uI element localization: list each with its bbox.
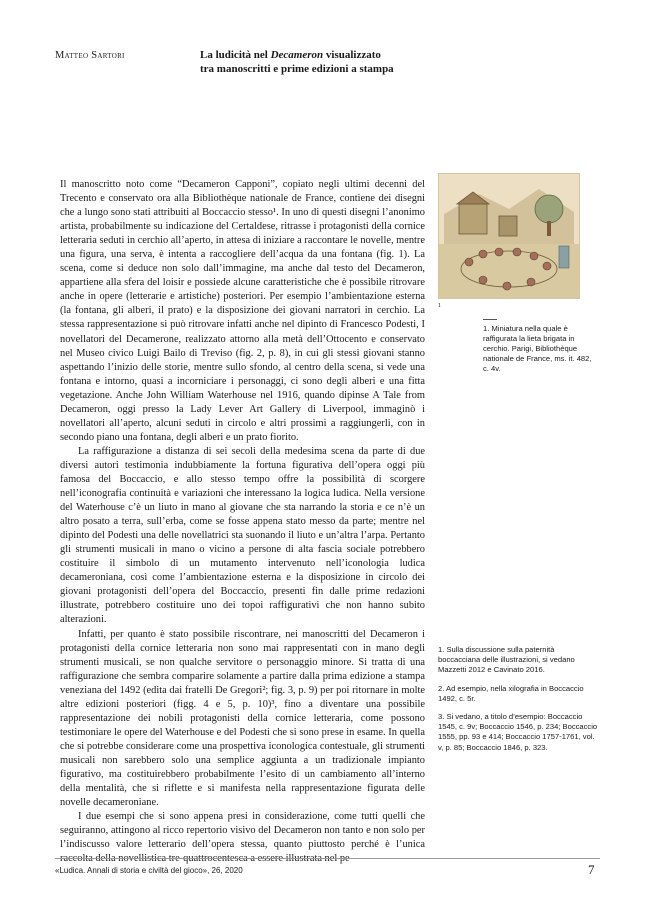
paragraph-2: La raffigurazione a distanza di sei secoli della medesima scena da parte di due diversi autori testimonia indubbiamente la fortuna figurativa dell’opera oggi più famosa del Boccaccio, e allo stesso tempo offre la possibilità di scorgere nell’iconografia continuità e variazioni che interessano la logica ludica. Nella versione del Waterhouse c’è un liuto in mano al giovane che sta narrando la storia e ce n’è un altro posato a terra, sull’erba, come se fosse appena stato messo da parte; mentre nel dipinto del Podesti una delle novellatrici sta suonando il liuto e un’altra l’arpa. Pertanto gli strumenti musicali in mano o vicino a persone di alta fascia sociale potrebbero costituire il simbolo di un mutamento intervenuto nell’iconologia ludica decameroniana, così come l’ambientazione esterna e la disposizione in circolo dei giovani protagonisti dell’opera del Boccaccio, presenti fin dalle prime redazioni illustrate, potrebbero costituire uno dei topoi raffigurativi che non hanno subito alterazioni.: [60, 445, 425, 626]
miniature-illustration: [438, 173, 580, 299]
paragraph-1: Il manoscritto noto come “Decameron Capponi”, copiato negli ultimi decenni del Trecento e conservato ora alla Bibliothèque nationale de France, contiene dei disegni che a lungo sono stati attribuiti al Boccaccio stesso¹. In uno di questi disegni l’anonimo artista, probabilmente su indicazione del Certaldese, ritrasse i protagonisti della cornice letteraria seduti in cerchio all’aperto, in attesa di iniziare a raccontare le novelle, mentre una figura, una serva, è intenta a raccogliere dell’acqua da una fontana (fig. 1). La scena, come si deduce non solo dall’immagine, ma anche dal testo del Decameron, appartiene alla sfera del loisir e possiede alcune caratteristiche che è possibile ritrovare anche in opere (letterarie e artistiche) posteriori. Per esempio l’ambientazione esterna (la fontana, gli alberi, il prato) e la disposizione dei giovani narratori in cerchio. La stessa rappresentazione si può ritrovare infatti anche nel dipinto di Francesco Podesti, I novellatori del Decamerone, realizzato attorno alla metà dell’Ottocento e conservato nel Museo civico Luigi Bailo di Treviso (fig. 2, p. 8), in cui gli stessi giovani stanno aspettando l’inizio delle storie, mentre sullo sfondo, al centro della scena, si vede una fontana e intorno, quasi a incorniciare i personaggi, ci sono degli alberi e una fitta vegetazione. Anche John William Waterhouse nel 1916, quando dipinse A Tale from Decameron, oggi presso la Lady Lever Art Gallery di Liverpool, immaginò i novellatori all’aperto, alcuni seduti in circolo e altri prossimi a raggiungerli, con in secondo piano una fontana, degli alberi e un prato fiorito.: [60, 179, 425, 443]
running-head-author: Matteo Sartori: [55, 50, 125, 61]
title-part2: visualizzato: [323, 49, 381, 61]
page-number: 7: [588, 862, 595, 877]
main-text: [60, 178, 425, 866]
paragraph-3: Infatti, per quanto è stato possibile riscontrare, nei manoscritti del Decameron i protagonisti della cornice letteraria non sono mai rappresentati con in mano degli strumenti musicali, se non qualche servitore o personaggio minore. Si tratta di una raffigurazione che sembra comparire solamente a partire dalla prima edizione a stampa veneziana del 1492 (edita dai fratelli De Gregori²; fig. 3, p. 9) per poi ritornare in molte altre edizioni posteriori (figg. 4 e 5, p. 10)³, fino a diventare una possibile rappresentazione dei nobili protagonisti della cornice letteraria, come possono testimoniare le opere del Waterhouse e del Podesti che si sono prese in esame. In quella che si potrebbe considerare come una prospettiva iconologica contestuale, gli strumenti musicali non sarebbero solo una semplice aggiunta a un tradizionale impianto figurativo, ma costituirebbero probabilmente l’esito di un cambiamento all’interno della mentalità, che si riflette e si manifesta nella rappresentazione figurata delle novelle decameroniane.: [60, 628, 425, 809]
figure-number: 1: [438, 303, 441, 309]
figure-caption: 1. Miniatura nella quale è raffigurata la lieta brigata in cerchio. Parigi, Bibliothèque nationale de France, ms. it. 482, c. 4v.: [483, 324, 592, 373]
footnote-2: 2. Ad esempio, nella xilografia in Boccaccio 1492, c. 5r.: [438, 683, 584, 703]
paragraph-4: I due esempi che si sono appena presi in considerazione, come tutti quelli che seguiranno, attingono al ricco repertorio visivo del Decameron non tanto e non solo per l’indiscusso valore letterario dell’opera stessa, quanto piuttosto perché è l’unica: [60, 811, 425, 851]
miniature-drawing: [439, 174, 579, 298]
running-head-title: [200, 48, 500, 76]
title-part1: La ludicità nel: [200, 49, 271, 61]
footnote-3: 3. Si vedano, a titolo d’esempio: Boccaccio 1545, c. 9v; Boccaccio 1546, p. 234; Boccaccio 1555, pp. 93 e 414; Boccaccio 1757-1761, vol. v, p. 85; Boccaccio 1846, p. 323.: [438, 712, 598, 752]
caption-rule: [483, 319, 497, 320]
journal-citation: «Ludica. Annali di storia e civiltà del gioco», 26, 2020: [55, 866, 243, 875]
title-italic: Decameron: [270, 49, 324, 61]
footer-rule: [55, 858, 600, 859]
title-line2: tra manoscritti e prime edizioni a stampa: [200, 63, 394, 75]
footnote-1: 1. Sulla discussione sulla paternità boccacciana delle illustrazioni, si vedano Mazzetti 2012 e Cavinato 2016.: [438, 645, 575, 675]
footnotes: [438, 645, 598, 761]
